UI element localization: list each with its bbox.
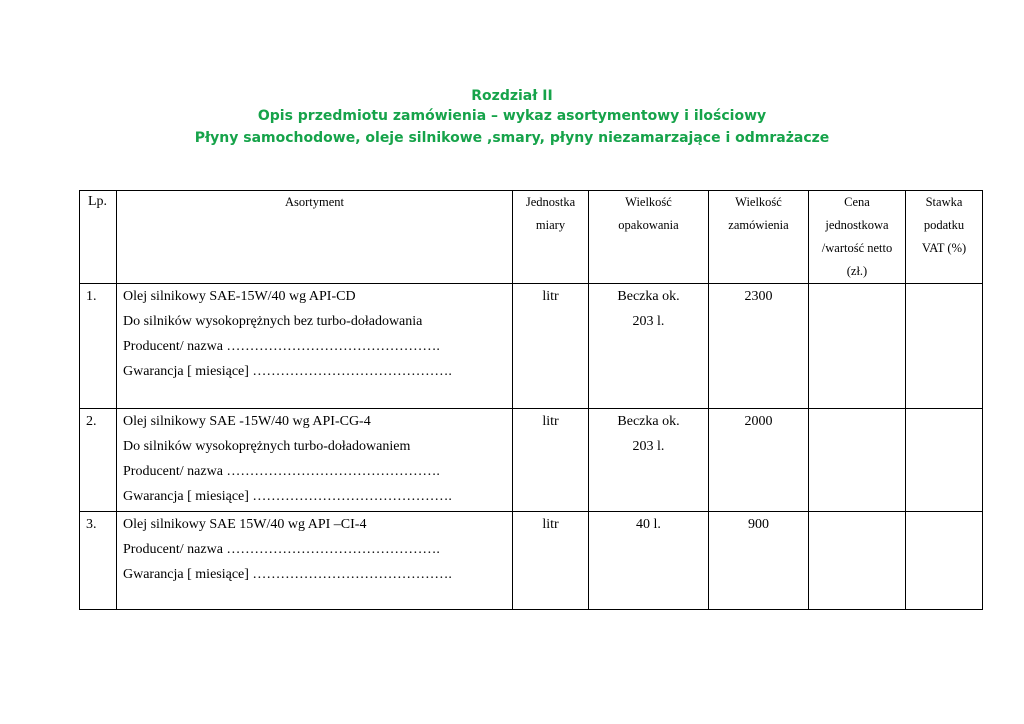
table-row <box>80 512 983 610</box>
header-text: jednostkowa <box>825 218 889 232</box>
section-subtitle: Płyny samochodowe, oleje silnikowe ,smary, płyny niezamarzające i odmrażacze <box>194 130 830 146</box>
cell-opakowanie <box>589 284 709 409</box>
header-text: opakowania <box>618 218 679 232</box>
cell-lp: 2. <box>80 409 117 512</box>
cell-zamowienie: 900 <box>709 512 809 610</box>
header-text: Cena <box>844 195 870 209</box>
header-jednostka <box>513 191 589 284</box>
cell-vat[interactable] <box>906 409 983 512</box>
cell-opakowanie <box>589 512 709 610</box>
cell-jednostka: litr <box>513 284 589 409</box>
header-text: zamówienia <box>728 218 789 232</box>
header-text: Stawka <box>925 195 963 209</box>
cell-asortyment <box>117 409 513 512</box>
cell-vat[interactable] <box>906 284 983 409</box>
header-cena <box>809 191 906 284</box>
product-description: Do silników wysokoprężnych turbo-doładowaniem <box>123 439 411 454</box>
cell-asortyment <box>117 284 513 409</box>
cell-zamowienie: 2000 <box>709 409 809 512</box>
product-table <box>79 190 983 610</box>
table-row <box>80 284 983 409</box>
package-text: Beczka ok. <box>617 289 680 304</box>
cell-lp: 1. <box>80 284 117 409</box>
producer-field: Producent/ nazwa ………………………………………. <box>123 339 440 354</box>
producer-field: Producent/ nazwa ………………………………………. <box>123 542 440 557</box>
package-text: 203 l. <box>632 314 665 329</box>
header-text: VAT (%) <box>921 241 967 255</box>
table-header-row <box>80 191 983 284</box>
product-description: Do silników wysokoprężnych bez turbo-doładowania <box>123 314 423 329</box>
product-name: Olej silnikowy SAE 15W/40 wg API –CI-4 <box>123 517 367 532</box>
header-opakowanie <box>589 191 709 284</box>
cell-opakowanie <box>589 409 709 512</box>
package-text: Beczka ok. <box>617 414 680 429</box>
table-row <box>80 409 983 512</box>
package-text: 203 l. <box>632 439 665 454</box>
cell-vat[interactable] <box>906 512 983 610</box>
section-title: Opis przedmiotu zamówienia – wykaz asortymentowy i ilościowy <box>257 108 767 124</box>
cell-jednostka: litr <box>513 409 589 512</box>
product-name: Olej silnikowy SAE -15W/40 wg API-CG-4 <box>123 414 371 429</box>
cell-cena[interactable] <box>809 409 906 512</box>
header-vat <box>906 191 983 284</box>
package-text: 40 l. <box>636 517 661 532</box>
header-text: (zł.) <box>846 264 868 278</box>
cell-asortyment <box>117 512 513 610</box>
warranty-field: Gwarancja [ miesiące] ……………………………………. <box>123 364 452 379</box>
warranty-field: Gwarancja [ miesiące] ……………………………………. <box>123 489 452 504</box>
header-text: Wielkość <box>625 195 672 209</box>
warranty-field: Gwarancja [ miesiące] ……………………………………. <box>123 567 452 582</box>
header-text: /wartość netto <box>821 241 893 255</box>
header-text: Jednostka <box>525 195 576 209</box>
header-zamowienie <box>709 191 809 284</box>
product-name: Olej silnikowy SAE-15W/40 wg API-CD <box>123 289 356 304</box>
header-text: podatku <box>923 218 965 232</box>
cell-cena[interactable] <box>809 284 906 409</box>
cell-zamowienie: 2300 <box>709 284 809 409</box>
producer-field: Producent/ nazwa ………………………………………. <box>123 464 440 479</box>
chapter-title: Rozdział II <box>471 88 553 104</box>
cell-lp: 3. <box>80 512 117 610</box>
cell-cena[interactable] <box>809 512 906 610</box>
header-lp: Lp. <box>80 191 117 284</box>
cell-jednostka: litr <box>513 512 589 610</box>
header-text: Wielkość <box>735 195 782 209</box>
header-asortyment: Asortyment <box>117 191 513 284</box>
header-text: miary <box>535 218 566 232</box>
